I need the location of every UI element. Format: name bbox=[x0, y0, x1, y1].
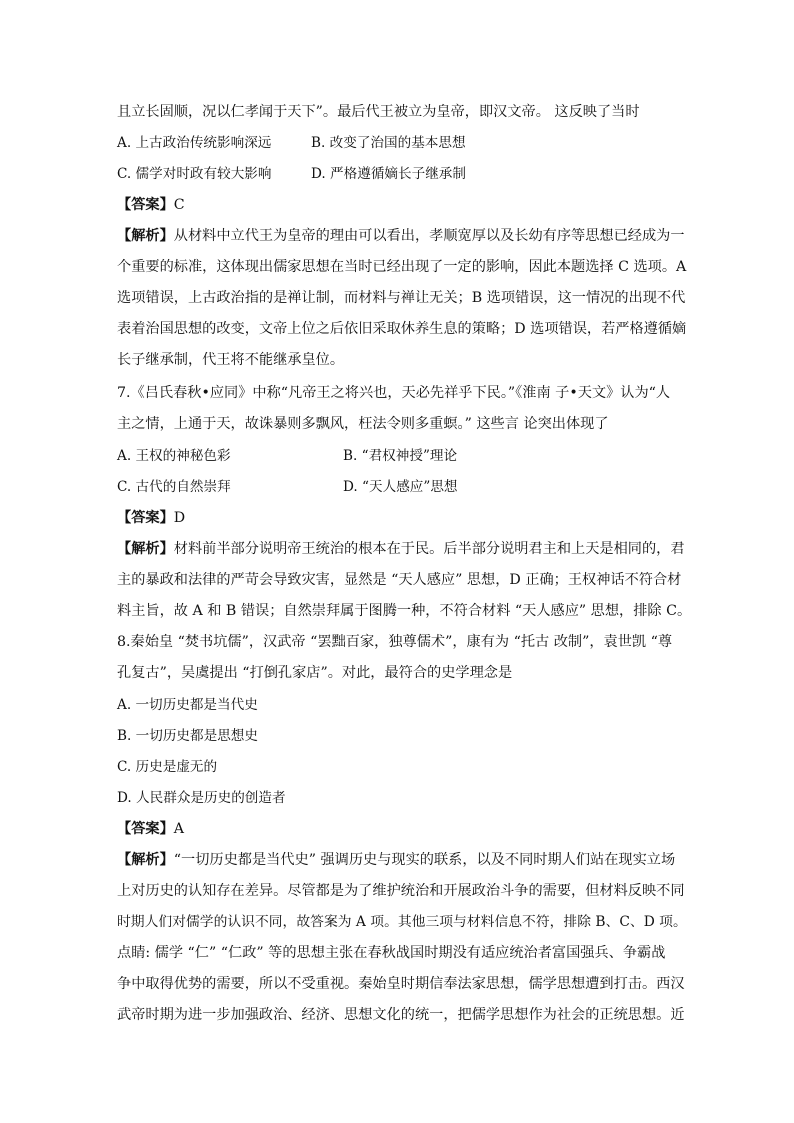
q8-analysis-line-6: 武帝时期为进一步加强政治、经济、思想文化的统一，把儒学思想作为社会的正统思想。近 bbox=[117, 1007, 685, 1023]
q7-option-b: B. “君权神授”理论 bbox=[343, 448, 458, 464]
q8-option-d: D. 人民群众是历史的创造者 bbox=[117, 790, 286, 806]
q8-option-a: A. 一切历史都是当代史 bbox=[117, 697, 258, 713]
answer-label: 【答案】 bbox=[117, 197, 174, 213]
q7-stem-line-1: 7.《吕氏春秋•应同》中称“凡帝王之将兴也，天必先祥乎下民。”《淮南 子•天文》认为“人 bbox=[117, 385, 671, 401]
q6-answer bbox=[117, 195, 185, 215]
q7-option-a: A. 王权的神秘色彩 bbox=[117, 448, 231, 464]
answer-label: 【答案】 bbox=[117, 821, 174, 837]
q7-option-c: C. 古代的自然崇拜 bbox=[117, 479, 231, 495]
q8-stem-line-2: 孔复古”，吴虞提出 “打倒孔家店”。对此，最符合的史学理念是 bbox=[117, 665, 513, 681]
analysis-text: “一切历史都是当代史” 强调历史与现实的联系，以及不同时期人们站在现实立场 bbox=[173, 852, 676, 868]
answer-value: C bbox=[173, 197, 185, 213]
q7-analysis-line-3: 料主旨，故 A 和 B 错误；自然崇拜属于图腾一种，不符合材料 “天人感应” 思想，排除 C。 bbox=[117, 603, 692, 619]
analysis-label: 【解析】 bbox=[117, 228, 174, 244]
q6-analysis-line-1 bbox=[117, 226, 685, 246]
q8-analysis-line-2: 上对历史的认知存在差异。尽管都是为了维护统治和开展政治斗争的需要，但材料反映不同 bbox=[117, 883, 685, 899]
q6-option-a: A. 上古政治传统影响深远 bbox=[117, 135, 272, 151]
q6-option-d: D. 严格遵循嫡长子继承制 bbox=[311, 166, 466, 182]
q7-analysis-line-1 bbox=[117, 539, 685, 559]
q8-stem-line-1: 8.秦始皇 “焚书坑儒”，汉武帝 “罢黜百家，独尊儒术”，康有为 “托古 改制”，袁世凯 “尊 bbox=[117, 634, 673, 650]
answer-label: 【答案】 bbox=[117, 510, 174, 526]
q7-analysis-line-2: 主的暴政和法律的严苛会导致灾害，显然是 “天人感应” 思想，D 正确；王权神话不符合材 bbox=[117, 572, 682, 588]
answer-value: A bbox=[173, 821, 185, 837]
q8-analysis-line-5: 争中取得优势的需要，所以不受重视。秦始皇时期信奉法家思想，儒学思想遭到打击。西汉 bbox=[117, 976, 685, 992]
q6-analysis-line-3: 选项错误，上古政治指的是禅让制，而材料与禅让无关；B 选项错误，这一情况的出现不代 bbox=[117, 290, 686, 306]
q8-analysis-line-3: 时期人们对儒学的认识不同，故答案为 A 项。其他三项与材料信息不符，排除 B、C、D 项。 bbox=[117, 914, 687, 930]
q8-option-c: C. 历史是虚无的 bbox=[117, 759, 218, 775]
analysis-text: 从材料中立代王为皇帝的理由可以看出，孝顺宽厚以及长幼有序等思想已经成为一 bbox=[173, 228, 685, 244]
q8-analysis-line-1 bbox=[117, 850, 675, 870]
q6-option-c: C. 儒学对时政有较大影响 bbox=[117, 166, 272, 182]
q8-answer bbox=[117, 819, 184, 839]
q7-stem-line-2: 主之情，上通于天，故诛暴则多飘风，枉法令则多重螟。” 这些言 论突出体现了 bbox=[117, 416, 609, 432]
answer-value: D bbox=[173, 510, 186, 526]
q6-analysis-line-4: 表着治国思想的改变，文帝上位之后依旧采取休养生息的策略；D 选项错误，若严格遵循嫡 bbox=[117, 321, 687, 337]
q8-analysis-line-4: 点睛: 儒学 “仁” “仁政” 等的思想主张在春秋战国时期没有适应统治者富国强兵、争霸战 bbox=[117, 945, 666, 961]
q6-analysis-line-2: 个重要的标准，这体现出儒家思想在当时已经出现了一定的影响，因此本题选择 C 选项。A bbox=[117, 259, 687, 275]
q6-stem-tail: 且立长固顺，况以仁孝闻于天下”。最后代王被立为皇帝，即汉文帝。 这反映了当时 bbox=[117, 104, 640, 120]
analysis-label: 【解析】 bbox=[117, 852, 174, 868]
q7-option-d: D. “天人感应”思想 bbox=[343, 479, 458, 495]
q8-option-b: B. 一切历史都是思想史 bbox=[117, 728, 258, 744]
q6-option-b: B. 改变了治国的基本思想 bbox=[311, 135, 466, 151]
analysis-text: 材料前半部分说明帝王统治的根本在于民。后半部分说明君主和上天是相同的，君 bbox=[173, 541, 685, 557]
q6-analysis-line-5: 长子继承制，代王将不能继承皇位。 bbox=[117, 352, 345, 368]
analysis-label: 【解析】 bbox=[117, 541, 174, 557]
q7-answer bbox=[117, 508, 185, 528]
